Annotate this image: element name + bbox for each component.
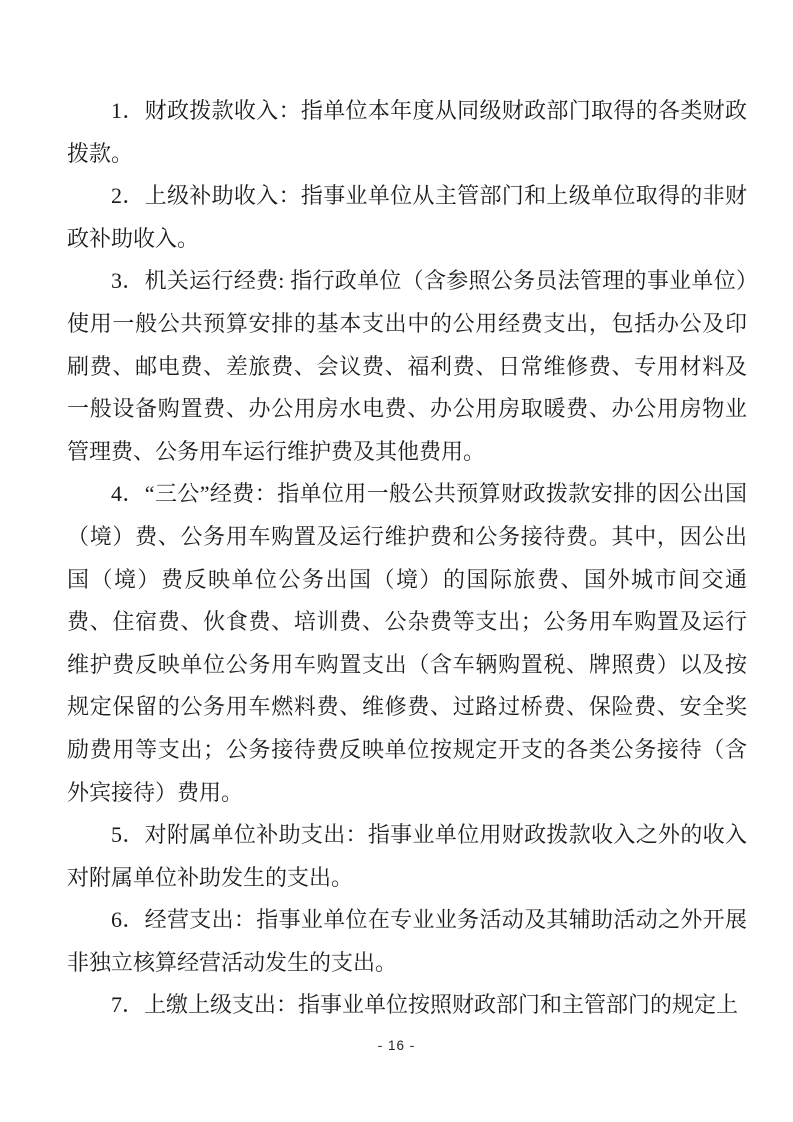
paragraph-4: 4．“三公”经费：指单位用一般公共预算财政拨款安排的因公出国（境）费、公务用车购置及运行维护费和公务接待费。其中，因公出国（境）费反映单位公务出国（境）的国际旅费、国外城市间交通费、住宿费、伙食费、培训费、公杂费等支出；公务用车购置及运行维护费反映单位公务用车购置支出（含车辆购置税、牌照费）以及按规定保留的公务用车燃料费、维修费、过路过桥费、保险费、安全奖励费用等支出；公务接待费反映单位按规定开支的各类公务接待（含外宾接待）费用。 [67, 481, 747, 805]
paragraph-1: 1．财政拨款收入：指单位本年度从同级财政部门取得的各类财政拨款。 [67, 98, 747, 166]
paragraph-5: 5．对附属单位补助支出：指事业单位用财政拨款收入之外的收入对附属单位补助发生的支出。 [67, 822, 747, 890]
paragraph-7: 7．上缴上级支出：指事业单位按照财政部门和主管部门的规定上 [111, 992, 739, 1018]
paragraph-2: 2．上级补助收入：指事业单位从主管部门和上级单位取得的非财政补助收入。 [67, 183, 747, 251]
paragraph-3: 3．机关运行经费: 指行政单位（含参照公务员法管理的事业单位）使用一般公共预算安排的基本支出中的公用经费支出，包括办公及印刷费、邮电费、差旅费、会议费、福利费、日常维修费、专用材料及一般设备购置费、办公用房水电费、办公用房取暖费、办公用房物业管理费、公务用车运行维护费及其他费用。 [67, 268, 747, 464]
document-body [67, 90, 747, 1027]
paragraph-6: 6．经营支出：指事业单位在专业业务活动及其辅助活动之外开展非独立核算经营活动发生的支出。 [67, 907, 747, 975]
page-number: - 16 - [377, 1038, 416, 1053]
